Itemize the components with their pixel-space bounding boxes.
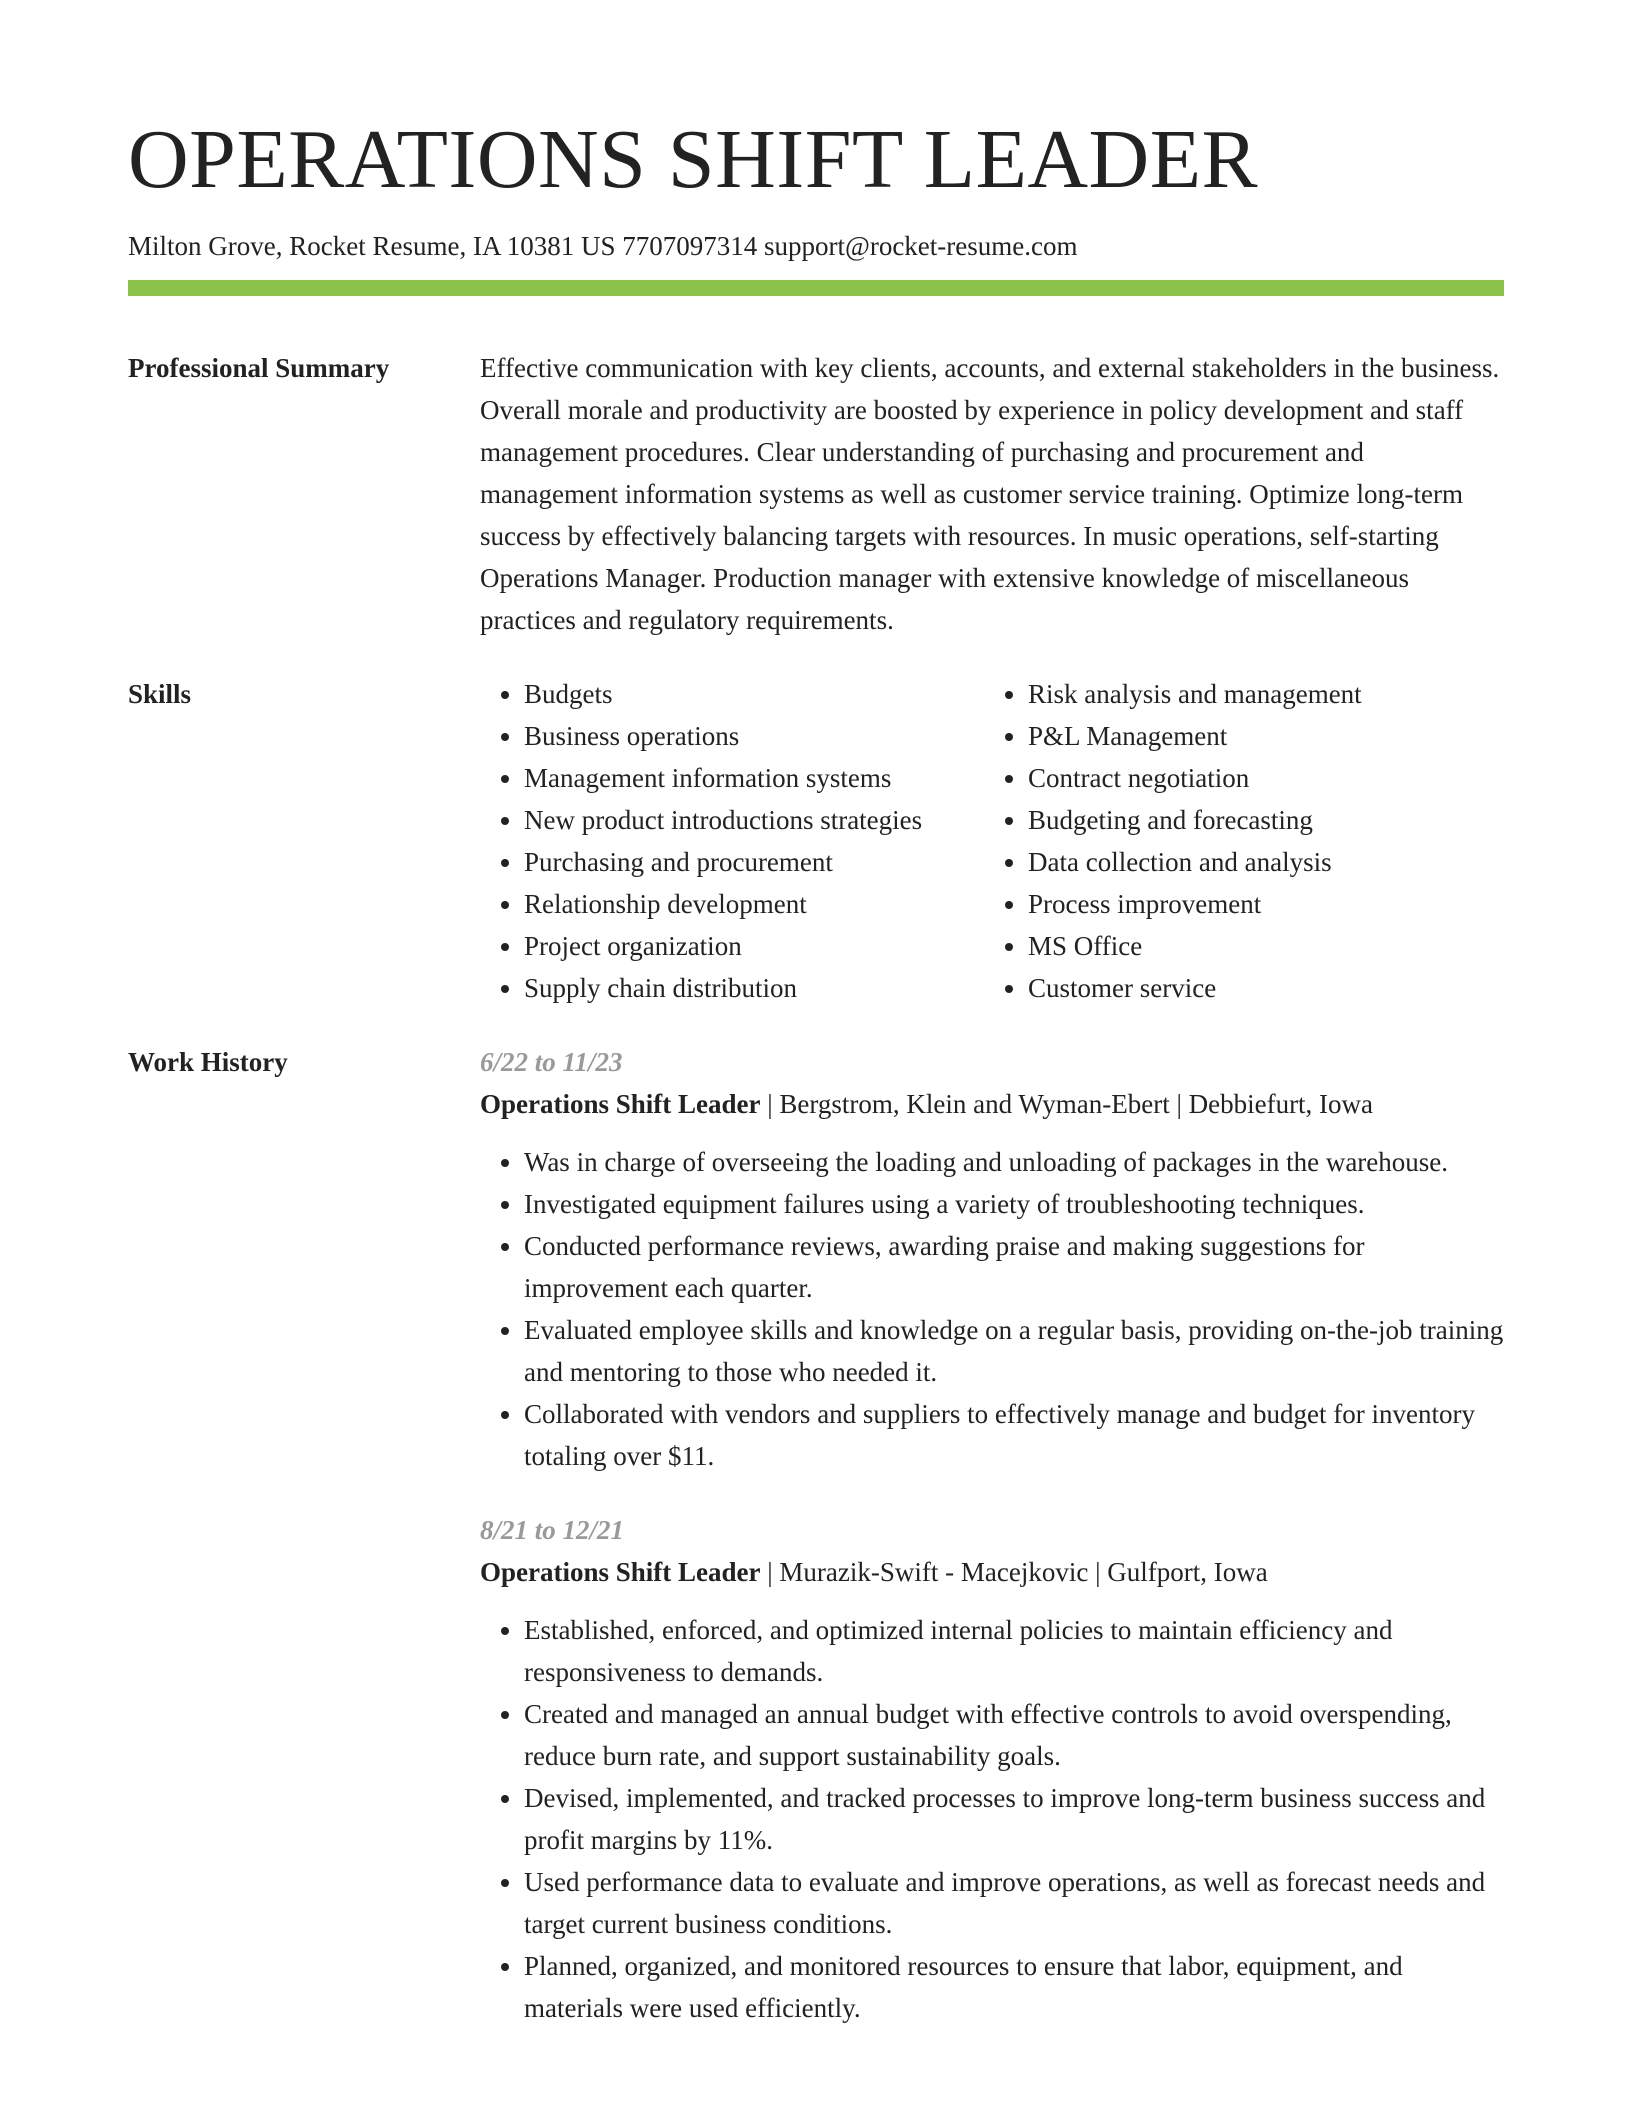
job-title: Operations Shift Leader	[480, 1557, 761, 1588]
job-separator: |	[1088, 1557, 1108, 1588]
job-entry	[480, 1509, 1504, 2029]
job-bullet: • Was in charge of overseeing the loading and unloading of packages in the warehouse.	[524, 1141, 1504, 1183]
work-history-section	[128, 1041, 1504, 2061]
skills-list-left	[480, 673, 984, 1009]
professional-summary-section	[128, 347, 1504, 641]
skill-item: • P&L Management	[1028, 715, 1488, 757]
job-bullet: • Used performance data to evaluate and improve operations, as well as forecast needs and target current business conditions.	[524, 1861, 1504, 1945]
section-label-skills: Skills	[128, 679, 192, 710]
job-separator: |	[760, 1557, 780, 1588]
job-bullet: • Conducted performance reviews, awarding praise and making suggestions for improvement each quarter.	[524, 1225, 1504, 1309]
job-bullet: • Created and managed an annual budget with effective controls to avoid overspending, reduce burn rate, and support sustainability goals.	[524, 1693, 1504, 1777]
skills-grid	[480, 673, 1504, 1009]
skill-item: • Management information systems	[524, 757, 984, 799]
job-bullet: • Collaborated with vendors and suppliers to effectively manage and budget for inventory totaling over $11.	[524, 1393, 1504, 1477]
summary-text: Effective communication with key clients, accounts, and external stakeholders in the business. Overall morale and productivity are boosted by experience in policy development and staff management procedures. Clear understanding of purchasing and procurement and management information systems as well as customer service training. Optimize long-term success by effectively balancing targets with resources. In music operations, self-starting Operations Manager. Production manager with extensive knowledge of miscellaneous practices and regulatory requirements.	[480, 353, 1500, 636]
job-bullet: • Investigated equipment failures using a variety of troubleshooting techniques.	[524, 1183, 1504, 1225]
contact-line: Milton Grove, Rocket Resume, IA 10381 US 7707097314 support@rocket-resume.com	[128, 231, 1078, 261]
skill-item: • Supply chain distribution	[524, 967, 984, 1009]
resume-page	[128, 0, 1504, 2061]
job-separator: |	[760, 1089, 780, 1120]
skill-item: • Project organization	[524, 925, 984, 967]
job-dates: 6/22 to 11/23	[480, 1047, 623, 1078]
skill-item: • Process improvement	[1028, 883, 1488, 925]
resume-title: OPERATIONS SHIFT LEADER	[128, 113, 1259, 206]
skill-item: • Data collection and analysis	[1028, 841, 1488, 883]
job-bullet-list	[480, 1141, 1504, 1477]
skills-section	[128, 673, 1504, 1009]
job-bullet-list	[480, 1609, 1504, 2029]
job-location: Debbiefurt, Iowa	[1188, 1089, 1374, 1120]
job-location: Gulfport, Iowa	[1107, 1557, 1268, 1588]
header-divider	[128, 280, 1504, 296]
skill-item: • Contract negotiation	[1028, 757, 1488, 799]
section-label-work: Work History	[128, 1047, 288, 1078]
job-bullet: • Established, enforced, and optimized internal policies to maintain efficiency and responsiveness to demands.	[524, 1609, 1504, 1693]
skill-item: • New product introductions strategies	[524, 799, 984, 841]
job-entry	[480, 1041, 1504, 1477]
skills-list-right	[984, 673, 1488, 1009]
job-bullet: • Planned, organized, and monitored resources to ensure that labor, equipment, and materials were used efficiently.	[524, 1945, 1504, 2029]
job-bullet: • Devised, implemented, and tracked processes to improve long-term business success and profit margins by 11%.	[524, 1777, 1504, 1861]
job-company: Murazik-Swift - Macejkovic	[779, 1557, 1089, 1588]
work-history-body	[480, 1041, 1504, 2061]
skill-item: • Customer service	[1028, 967, 1488, 1009]
skill-item: • Business operations	[524, 715, 984, 757]
job-dates: 8/21 to 12/21	[480, 1515, 625, 1546]
job-company: Bergstrom, Klein and Wyman-Ebert	[779, 1089, 1170, 1120]
job-bullet: • Evaluated employee skills and knowledge on a regular basis, providing on-the-job training and mentoring to those who needed it.	[524, 1309, 1504, 1393]
skill-item: • Budgets	[524, 673, 984, 715]
section-label-summary: Professional Summary	[128, 353, 390, 384]
job-title-line	[480, 1551, 1504, 1593]
skill-item: • Budgeting and forecasting	[1028, 799, 1488, 841]
skill-item: • Purchasing and procurement	[524, 841, 984, 883]
skill-item: • Relationship development	[524, 883, 984, 925]
skill-item: • Risk analysis and management	[1028, 673, 1488, 715]
job-separator: |	[1169, 1089, 1189, 1120]
job-title-line	[480, 1083, 1504, 1125]
skill-item: • MS Office	[1028, 925, 1488, 967]
job-title: Operations Shift Leader	[480, 1089, 761, 1120]
